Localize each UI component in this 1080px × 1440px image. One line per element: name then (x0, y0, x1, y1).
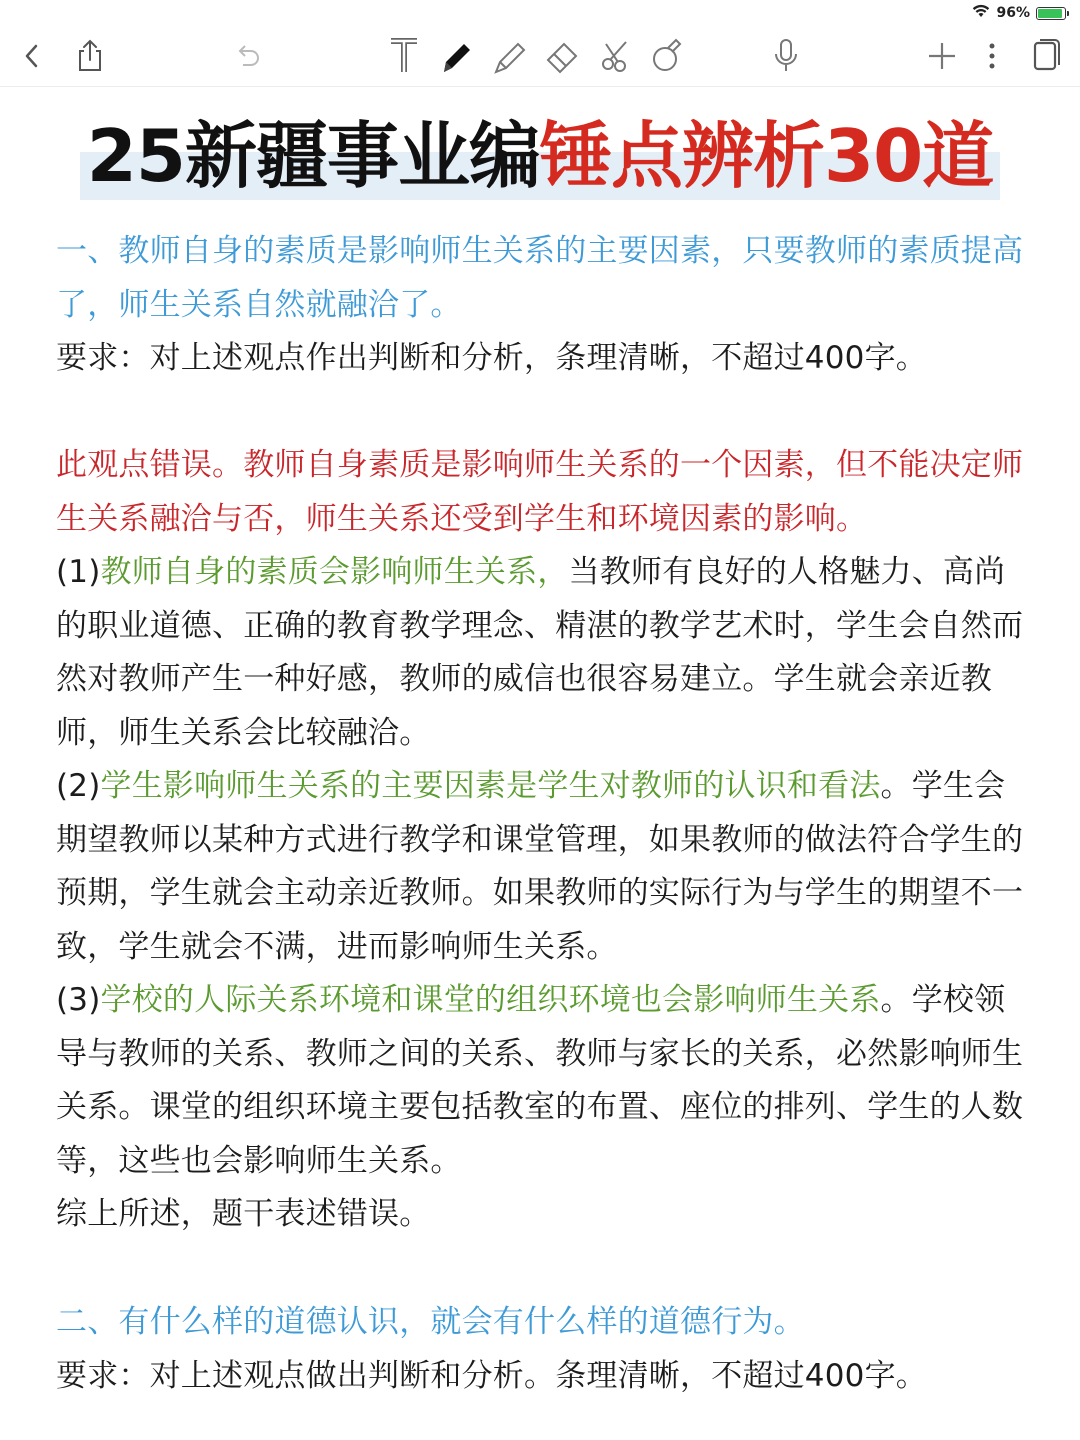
lasso-icon[interactable] (594, 34, 638, 78)
add-page-icon[interactable] (920, 34, 964, 78)
microphone-icon[interactable] (764, 34, 808, 78)
point-1-number: (1) (56, 554, 101, 590)
point-3-heading: 学校的人际关系环境和课堂的组织环境也会影响师生关系 (100, 982, 881, 1018)
title-black-part: 25新疆事业编 (86, 114, 540, 198)
highlighter-icon[interactable] (488, 34, 532, 78)
pen-icon[interactable] (434, 34, 478, 78)
point-3-number: (3) (56, 982, 101, 1018)
undo-icon[interactable] (226, 34, 270, 78)
question-1 (56, 225, 1031, 386)
point-2-number: (2) (56, 768, 101, 804)
point-3-body: 。学校领导与教师的关系、教师之间的关系、教师与家长的关系，必然影响师生关系。课堂的组织环境主要包括教室的布置、座位的排列、学生的人数等，这些也会影响师生关系。 (56, 982, 1024, 1179)
answer-1 (56, 439, 1031, 1242)
question-2-prompt: 二、有什么样的道德认识，就会有什么样的道德行为。 (56, 1304, 805, 1340)
battery-icon (1036, 7, 1066, 20)
status-bar (0, 0, 1080, 26)
battery-percent: 96% (996, 5, 1030, 21)
question-2-requirement: 要求：对上述观点做出判断和分析。条理清晰，不超过400字。 (56, 1357, 927, 1394)
share-icon[interactable] (68, 34, 112, 78)
eraser-icon[interactable] (540, 34, 584, 78)
question-1-prompt: 一、教师自身的素质是影响师生关系的主要因素，只要教师的素质提高了，师生关系自然就融洽了。 (56, 233, 1024, 323)
wifi-icon (972, 4, 990, 22)
back-icon[interactable] (10, 34, 54, 78)
answer-1-point-3 (56, 974, 1031, 1188)
title-red-part: 锤点辨析30道 (540, 114, 994, 198)
answer-1-intro: 此观点错误。教师自身素质是影响师生关系的一个因素，但不能决定师生关系融洽与否，师生关系还受到学生和环境因素的影响。 (56, 447, 1024, 537)
page-title (80, 100, 1000, 198)
more-icon[interactable] (970, 34, 1014, 78)
point-2-body: 。学生会期望教师以某种方式进行教学和课堂管理，如果教师的做法符合学生的预期，学生就会主动亲近教师。如果教师的实际行为与学生的期望不一致，学生就会不满，进而影响师生关系。 (56, 768, 1024, 965)
point-1-heading: 教师自身的素质会影响师生关系， (100, 554, 569, 590)
answer-1-point-2 (56, 760, 1031, 974)
text-tool-icon[interactable] (382, 34, 426, 78)
toolbar (0, 26, 1080, 87)
answer-1-point-1 (56, 546, 1031, 760)
pages-icon[interactable] (1024, 34, 1068, 78)
shape-icon[interactable] (644, 34, 688, 78)
question-1-requirement: 要求：对上述观点作出判断和分析，条理清晰，不超过400字。 (56, 340, 927, 376)
point-2-heading: 学生影响师生关系的主要因素是学生对教师的认识和看法 (100, 768, 881, 804)
question-2 (56, 1296, 1031, 1403)
title-block (80, 100, 1000, 210)
point-1-body: 当教师有良好的人格魅力、高尚的职业道德、正确的教育教学理念、精湛的教学艺术时，学生会自然而然对教师产生一种好感，教师的威信也很容易建立。学生就会亲近教师，师生关系会比较融洽。 (56, 554, 1024, 751)
answer-1-conclusion: 综上所述，题干表述错误。 (56, 1196, 431, 1232)
document-page (0, 100, 1080, 210)
